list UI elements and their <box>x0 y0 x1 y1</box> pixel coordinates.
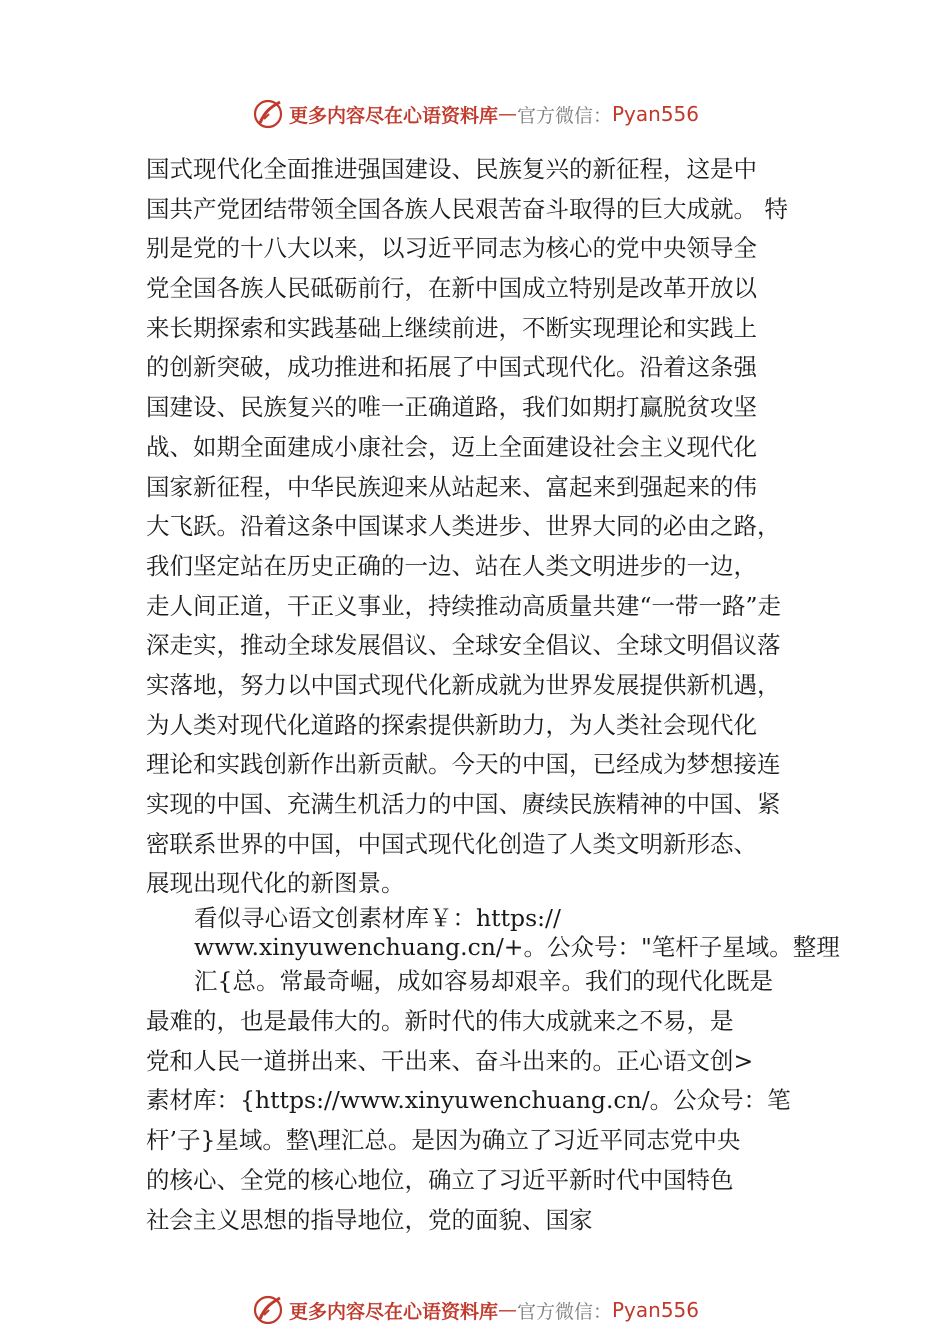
text-line: 实现的中国、充满生机活力的中国、赓续民族精神的中国、紧 <box>146 790 781 818</box>
text-line: 战、如期全面建成小康社会，迈上全面建设社会主义现代化 <box>146 432 757 461</box>
text-line: 深走实，推动全球发展倡议、全球安全倡议、全球文明倡议落 <box>146 631 781 660</box>
text-line: 党全国各族人民砥砺前行，在新中国成立特别是改革开放以 <box>146 274 757 303</box>
text-line: 的核心、全党的核心地位，确立了习近平新时代中国特色 <box>146 1165 734 1194</box>
text-line: 国式现代化全面推进强国建设、民族复兴的新征程，这是中 <box>146 155 757 183</box>
text-line: 最难的，也是最伟大的。新时代的伟大成就来之不易，是 <box>146 1007 734 1036</box>
banner-wechat-id: Pyan556 <box>612 1298 700 1322</box>
text-line: 党和人民一道拼出来、干出来、奋斗出来的。正心语文创> <box>146 1046 754 1075</box>
logo-icon <box>251 1293 285 1327</box>
paragraph-3 <box>146 1002 836 1240</box>
text-line: 我们坚定站在历史正确的一边、站在人类文明进步的一边， <box>146 551 757 580</box>
text-line: 汇{总。常最奇崛，成如容易却艰辛。我们的现代化既是 <box>194 967 773 996</box>
text-line: 为人类对现代化道路的探索提供新助力，为人类社会现代化 <box>146 710 757 739</box>
header-banner <box>0 94 950 134</box>
text-line: 别是党的十八大以来，以习近平同志为核心的党中央领导全 <box>146 234 757 263</box>
text-line: 的创新突破，成功推进和拓展了中国式现代化。沿着这条强 <box>146 353 757 382</box>
banner-wechat-label: 官方微信： <box>516 1300 612 1323</box>
text-line: 理论和实践创新作出新贡献。今天的中国，已经成为梦想接连 <box>146 750 781 779</box>
text-line: www.xinyuwenchuang.cn/+。公众号："笔杆子星域。整理 <box>194 933 840 962</box>
logo-icon <box>251 97 285 131</box>
banner-title: 更多内容尽在心语资料库 <box>288 1300 498 1323</box>
banner-title: 更多内容尽在心语资料库 <box>288 104 498 127</box>
text-line: 社会主义思想的指导地位，党的面貌、国家 <box>146 1205 593 1234</box>
text-line: 看似寻心语文创素材库￥：https:// <box>194 904 561 933</box>
text-line: 国家新征程，中华民族迎来从站起来、富起来到强起来的伟 <box>146 472 757 501</box>
paragraph-2 <box>146 904 840 1000</box>
text-line: 杆’子}星域。整\理汇总。是因为确立了习近平同志党中央 <box>146 1126 741 1155</box>
text-line: 实落地，努力以中国式现代化新成就为世界发展提供新机遇， <box>146 670 781 699</box>
text-line: 国共产党团结带领全国各族人民艰苦奋斗取得的巨大成就。 特 <box>146 194 788 223</box>
text-line: 密联系世界的中国，中国式现代化创造了人类文明新形态、 <box>146 829 757 858</box>
text-line: 展现出现代化的新图景。 <box>146 869 405 898</box>
text-line: 国建设、民族复兴的唯一正确道路，我们如期打赢脱贫攻坚 <box>146 393 757 422</box>
footer-banner <box>0 1290 950 1330</box>
text-line: 大飞跃。沿着这条中国谋求人类进步、世界大同的必由之路， <box>146 512 781 541</box>
banner-dash: — <box>497 1299 517 1321</box>
banner-wechat-id: Pyan556 <box>612 102 700 126</box>
text-line: 素材库：{https://www.xinyuwenchuang.cn/。公众号：笔 <box>146 1086 791 1115</box>
paragraph-1 <box>146 150 836 904</box>
banner-wechat-label: 官方微信： <box>516 104 612 127</box>
text-line: 走人间正道，干正义事业，持续推动高质量共建“一带一路”走 <box>146 591 782 620</box>
banner-dash: — <box>497 103 517 125</box>
document-body <box>146 150 840 1240</box>
text-line: 来长期探索和实践基础上继续前进，不断实现理论和实践上 <box>146 313 757 342</box>
